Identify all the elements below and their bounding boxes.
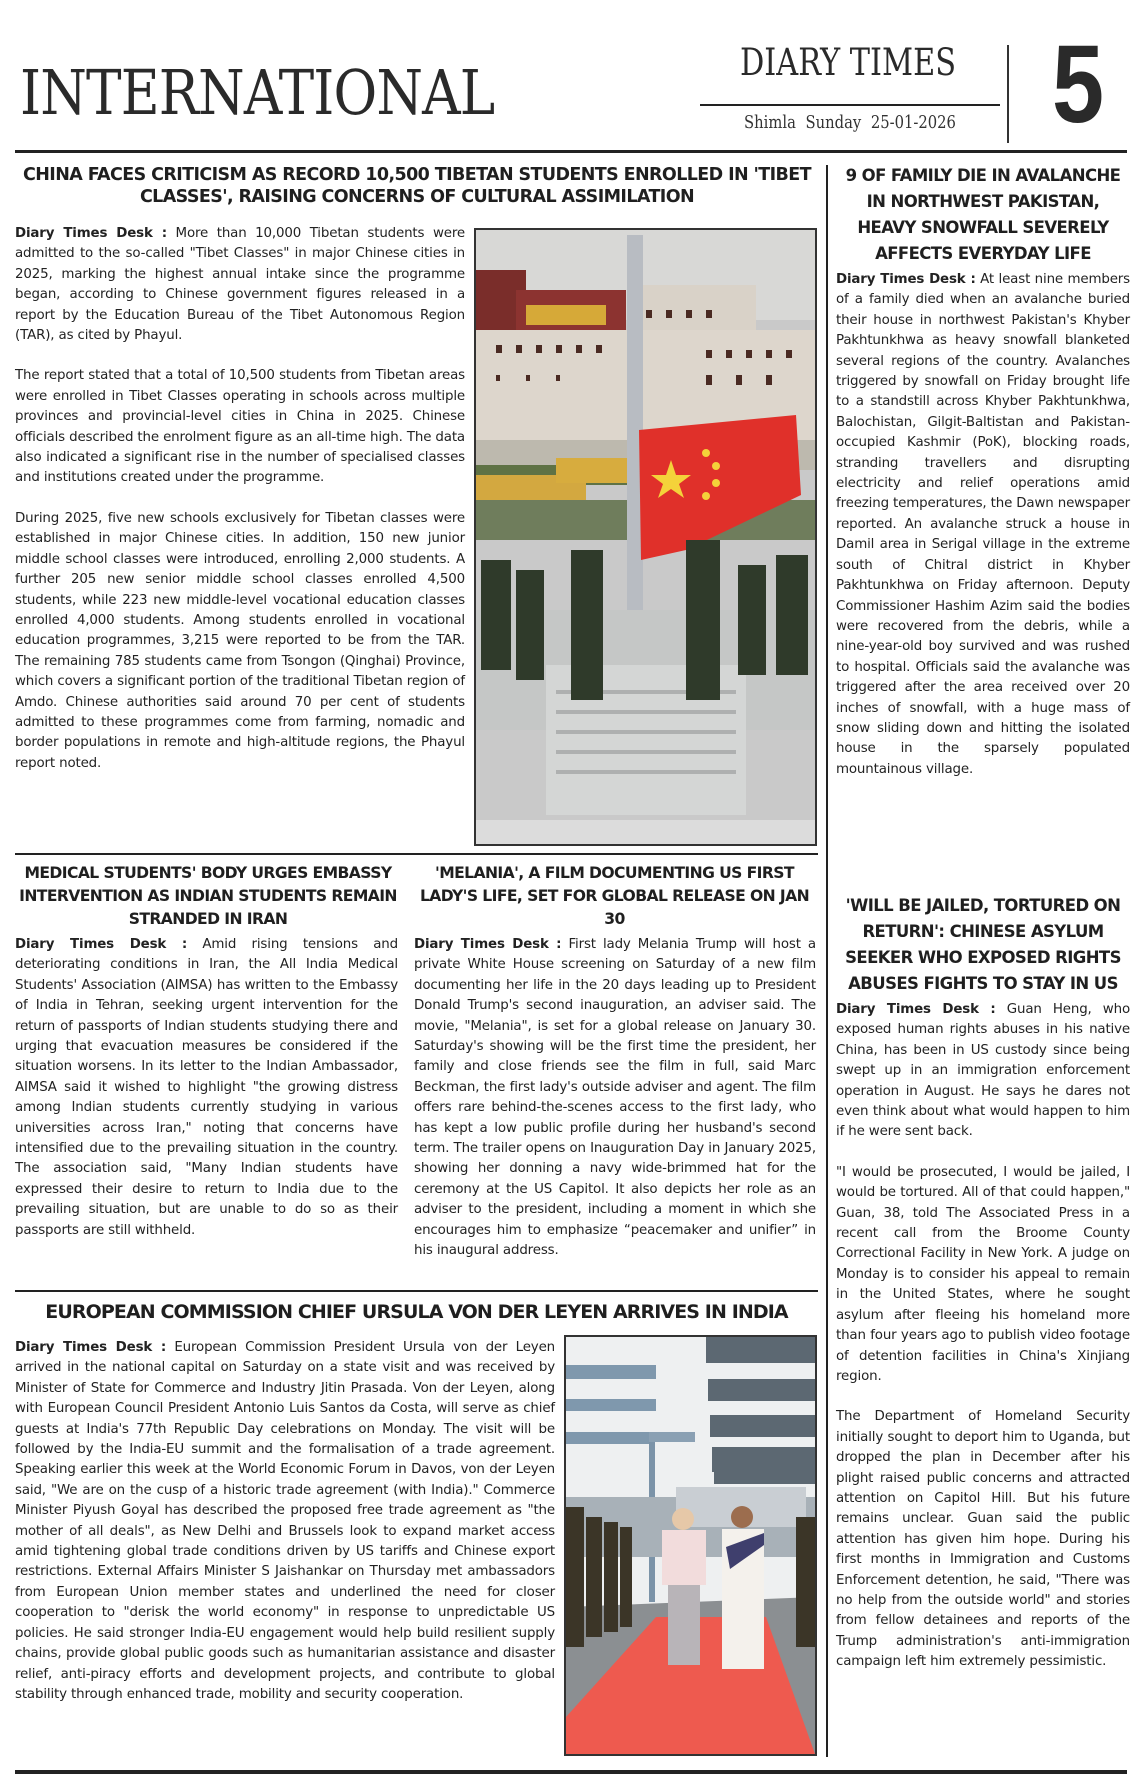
article-iran: Diary Times Desk : Amid rising tensions and deteriorating conditions in Iran, the All India Medical Students' Association (AIMSA) has written to the Embassy of India in Tehran, seeking urgent intervention for the return of passports of Indian students studying there and urging that evacuation measures be considered if the situation worsens. In its letter to the Indian Ambassador, AIMSA said it wished to highlight "the growing distress among Indian students currently studying in various universities across Iran," noting that concerns have intensified due to the prevailing situation in the country. The association said, "Many Indian students have expressed their desire to return to India due to the prevailing situation, but are unable to do so as their passports are still withheld. xyxy=(15,937,398,1238)
article-asylum: Diary Times Desk : Guan Heng, who exposed human rights abuses in his native China, has been in US custody since being swept up in an immigration enforcement operation in August. He says he dares not even think about what would happen to him if he were sent back. "I would be prosecuted, I would be jailed, I would be tortured. All of that could happen," Guan, 38, told The Associated Press in a recent call from the Broome County Correctional Facility in New York. A judge on Monday is to consider his appeal to remain in the United States, where he sought asylum after fleeing his homeland more than four years ago to publish video footage of detention facilities in China's Xinjiang region. The Department of Homeland Security initially sought to deport him to Uganda, but dropped the plan in December after his plight raised public concerns and attracted attention on Capitol Hill. But his future remains unclear. Guan said the public attention has given him hope. During his first months in Immigration and Customs Enforcement detention, he said, "There was no help from the outside world" and stories from fellow detainees and reports of the Trump administration's anti-immigration campaign left him extremely pessimistic. xyxy=(836,1002,1130,1670)
article-tibet: Diary Times Desk : More than 10,000 Tibetan students were admitted to the so-called "Tibet Classes" in major Chinese cities in 2025, marking the highest annual intake since the programme began, according to Chinese government figures released in a report by the Education Bureau of the Tibet Autonomous Region (TAR), as cited by Phayul. The report stated that a total of 10,500 students from Tibetan areas were enrolled in Tibet Classes operating in schools across multiple provinces and provincial-level cities in China in 2025. Chinese officials described the enrolment figure as an all-time high. The data also indicated a significant rise in the number of specialised classes and institutions created under the programme. During 2025, five new schools exclusively for Tibetan classes were established in major Chinese cities. In addition, 150 new junior middle school classes were introduced, enrolling 2,000 students. A further 205 new senior middle school classes enrolled 4,500 students, while 223 new middle-level vocational education classes enrolled 4,000 students. Among students enrolled in vocational education programmes, 3,215 were reported to be from the TAR. The remaining 785 students came from Tsongon (Qinghai) Province, which covers a significant portion of the traditional Tibetan region of Amdo. Chinese authorities said around 70 per cent of students admitted to these programmes come from farming, nomadic and border populations in remote and high-altitude regions, the Phayul report noted. xyxy=(15,226,465,771)
page-number: 5 xyxy=(1051,23,1105,146)
bottom-rule xyxy=(15,1770,1127,1774)
red-carpet-image xyxy=(566,1337,815,1754)
byline: Diary Times Desk : xyxy=(836,272,976,287)
column-divider xyxy=(826,165,828,1757)
flag-ceremony-image xyxy=(476,230,815,844)
headline-melania: 'MELANIA', A FILM DOCUMENTING US FIRST LADY'S LIFE, SET FOR GLOBAL RELEASE ON JAN 30 xyxy=(419,864,810,928)
headline-avalanche: 9 OF FAMILY DIE IN AVALANCHE IN NORTHWEST PAKISTAN, HEAVY SNOWFALL SEVERELY AFFECTS EVERYDAY LIFE xyxy=(845,166,1121,263)
section-rule xyxy=(15,853,818,855)
headline-asylum: 'WILL BE JAILED, TORTURED ON RETURN': CHINESE ASYLUM SEEKER WHO EXPOSED RIGHTS ABUSES FIGHTS TO STAY IN US xyxy=(845,896,1121,993)
byline: Diary Times Desk : xyxy=(15,1340,167,1355)
photo-flag-raising xyxy=(474,228,817,846)
byline: Diary Times Desk : xyxy=(836,1002,996,1017)
byline: Diary Times Desk : xyxy=(414,937,562,952)
photo-red-carpet xyxy=(564,1335,817,1756)
masthead-rule xyxy=(700,104,1000,106)
headline-tibet: CHINA FACES CRITICISM AS RECORD 10,500 TIBETAN STUDENTS ENROLLED IN 'TIBET CLASSES', RAISING CONCERNS OF CULTURAL ASSIMILATION xyxy=(23,165,811,208)
top-rule xyxy=(15,150,1127,153)
headline-iran: MEDICAL STUDENTS' BODY URGES EMBASSY INTERVENTION AS INDIAN STUDENTS REMAIN STRANDED IN IRAN xyxy=(19,864,397,928)
article-eu: Diary Times Desk : European Commission President Ursula von der Leyen arrived in the national capital on Saturday on a state visit and was received by Minister of State for Commerce and Industry Jitin Prasada. Von der Leyen, along with European Council President Antonio Luis Santos da Costa, will serve as chief guests at India's 77th Republic Day celebrations on Monday. The visit will be followed by the India-EU summit and the formalisation of a trade agreement. Speaking earlier this week at the World Economic Forum in Davos, von der Leyen said, "We are on the cusp of a historic trade agreement (with India)." Commerce Minister Piyush Goyal has described the proposed free trade agreement as "the mother of all deals", as New Delhi and Brussels look to expand market access amid tightening global trade conditions driven by US tariffs and Chinese export restrictions. External Affairs Minister S Jaishankar on Thursday met ambassadors from European Union member states and underlined the need for closer cooperation to "derisk the world economy" in response to unpredictable US policies. He said stronger India-EU engagement would help build resilient supply chains, provide global public goods such as humanitarian assistance and disaster relief, anti-piracy efforts and development projects, and contribute to global stability through enhanced trade, mobility and security cooperation. xyxy=(15,1340,555,1702)
article-avalanche: Diary Times Desk : At least nine members of a family died when an avalanche buried their house in northwest Pakistan's Khyber Pakhtunkhwa as heavy snowfall blanketed several regions of the country. Avalanches triggered by snowfall on Friday brought life to a standstill across Khyber Pakhtunkhwa, Balochistan, Gilgit-Baltistan and Pakistan-occupied Kashmir (PoK), blocking roads, stranding travellers and disrupting electricity and relief operations amid freezing temperatures, the Dawn newspaper reported. An avalanche struck a house in Damil area in Serigal village in the extreme south of Chitral district in Khyber Pakhtunkhwa on Friday afternoon. Deputy Commissioner Hashim Azim said the bodies were recovered from the debris, while a nine-year-old boy survived and was rushed to hospital. Officials said the avalanche was triggered after the area received over 20 inches of snowfall, with a huge mass of snow sliding down and hitting the isolated house in the sparsely populated mountainous village. xyxy=(836,272,1130,777)
section-title: INTERNATIONAL xyxy=(20,56,495,129)
paper-name: DIARY TIMES xyxy=(739,41,957,84)
byline: Diary Times Desk : xyxy=(15,226,167,241)
byline: Diary Times Desk : xyxy=(15,937,188,952)
section-rule xyxy=(15,1290,818,1292)
dateline: Shimla Sunday 25-01-2026 xyxy=(744,112,956,133)
article-melania: Diary Times Desk : First lady Melania Trump will host a private White House screening on Saturday of a new film documenting her life in the 20 days leading up to President Donald Trump's second inauguration, an adviser said. The movie, "Melania", is set for a global release on January 30. Saturday's showing will be the first time the president, her family and close friends see the film in full, said Marc Beckman, the first lady's outside adviser and agent. The film offers rare behind-the-scenes access to the first lady, who has kept a low public profile during her husband's second term. The trailer opens on Inauguration Day in January 2025, showing her donning a navy wide-brimmed hat for the ceremony at the US Capitol. It also depicts her role as an adviser to the president, including a moment in which she encourages him to emphasize “peacemaker and unifier” in his inaugural address. xyxy=(414,937,816,1259)
headline-eu: EUROPEAN COMMISSION CHIEF URSULA VON DER LEYEN ARRIVES IN INDIA xyxy=(45,1301,788,1323)
masthead-divider xyxy=(1007,45,1009,143)
